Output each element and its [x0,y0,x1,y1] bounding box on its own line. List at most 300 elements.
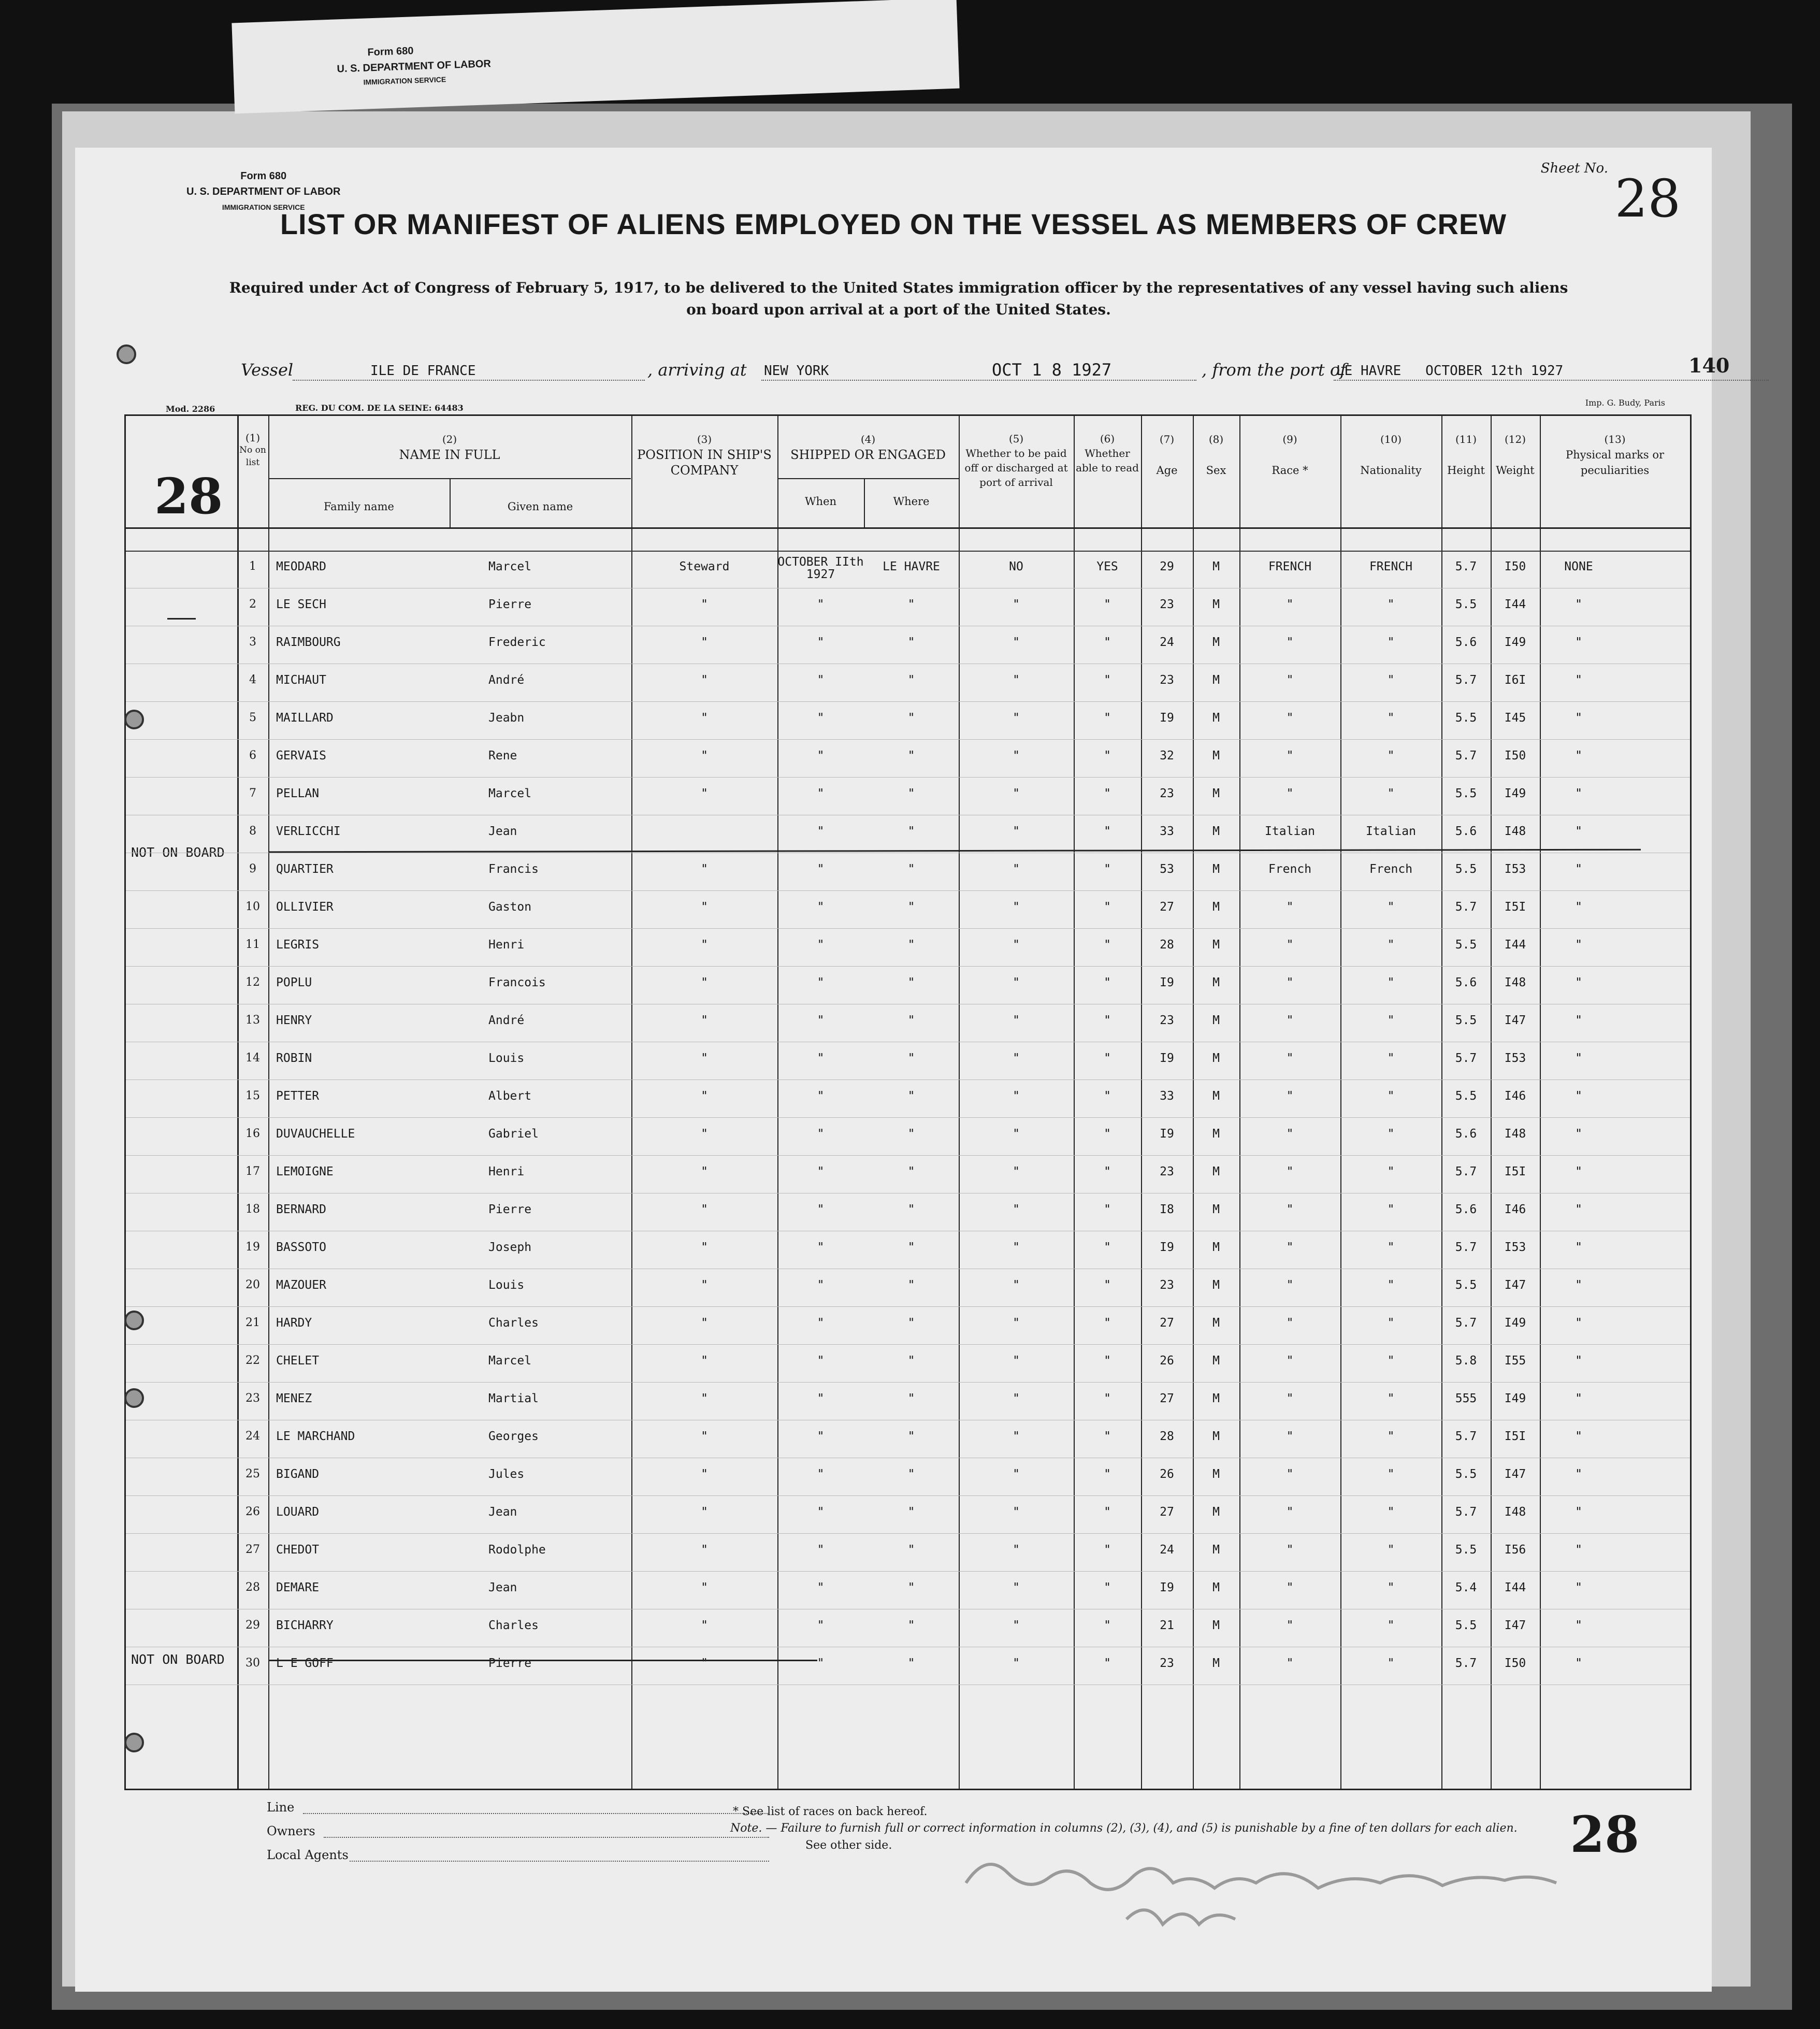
cell-age: 29 [1160,560,1174,573]
not-on-board-row-29: NOT ON BOARD [131,1652,225,1667]
cell-age: 24 [1160,636,1174,649]
cell-age: 26 [1160,1467,1174,1481]
cell-when: " [817,938,825,952]
cell-weight: I55 [1504,1354,1526,1368]
printer-imprint: Imp. G. Budy, Paris [1585,398,1665,408]
cell-race: " [1286,673,1294,687]
cell-sex: M [1212,976,1220,989]
cell-race: " [1286,1278,1294,1292]
cell-weight: I49 [1504,1316,1526,1330]
cell-marks: " [1575,636,1582,649]
form-number: Form 680 [240,170,287,182]
cell-paid: " [1013,1052,1020,1065]
cell-nationality: FRENCH [1369,560,1413,573]
cell-family: GERVAIS [276,749,326,762]
cell-when: " [817,976,825,989]
cell-age: 23 [1160,787,1174,800]
binder-hole [124,1733,144,1752]
table-row [126,1458,1690,1496]
cell-marks: " [1575,1052,1582,1065]
cell-where: " [907,1581,915,1594]
vessel-line [241,354,1730,386]
cell-position: " [701,1619,708,1632]
cell-read: " [1104,1052,1111,1065]
col10-title: Nationality [1360,464,1422,477]
cell-no: 30 [245,1657,260,1670]
cell-sex: M [1212,1467,1220,1481]
cell-sex: M [1212,749,1220,762]
col4-number: (4) [860,433,876,445]
cell-where: " [907,1657,915,1670]
cell-position: " [701,862,708,876]
table-row [126,1420,1690,1458]
cell-family: L E GOFF [276,1657,334,1670]
table-row [126,588,1690,626]
cell-height: 5.7 [1455,749,1477,762]
cell-race: " [1286,1354,1294,1368]
cell-paid: " [1013,938,1020,952]
cell-family: LE SECH [276,598,326,611]
cell-nationality: " [1387,1089,1395,1103]
cell-sex: M [1212,1203,1220,1216]
cell-marks: " [1575,1392,1582,1405]
cell-when: " [817,1430,825,1443]
cell-race: " [1286,1203,1294,1216]
cell-race: " [1286,976,1294,989]
cell-no: 11 [245,938,260,951]
cell-where: " [907,673,915,687]
col12-number: (12) [1504,433,1526,445]
cell-read: " [1104,1316,1111,1330]
cell-height: 5.7 [1455,1430,1477,1443]
cell-height: 5.5 [1455,1089,1477,1103]
cell-no: 2 [249,598,256,611]
cell-weight: I48 [1504,825,1526,838]
cell-marks: " [1575,1581,1582,1594]
cell-height: 5.5 [1455,1619,1477,1632]
cell-marks: " [1575,1278,1582,1292]
cell-paid: " [1013,1505,1020,1519]
cell-position: " [701,1052,708,1065]
table-row [126,853,1690,891]
cell-no: 1 [249,560,256,573]
cell-race: " [1286,1014,1294,1027]
cell-paid: " [1013,1127,1020,1141]
cell-marks: " [1575,976,1582,989]
cell-position: " [701,1089,708,1103]
arriving-port: NEW YORK [764,363,829,379]
cell-when: " [817,1241,825,1254]
cell-age: 23 [1160,1657,1174,1670]
cell-height: 5.7 [1455,1316,1477,1330]
footer-owners-label: Owners [267,1824,315,1838]
col11-number: (11) [1455,433,1477,445]
cell-read: " [1104,673,1111,687]
cell-family: PETTER [276,1089,320,1103]
cell-position: " [701,598,708,611]
cell-where: " [907,1392,915,1405]
cell-no: 4 [249,673,256,686]
cell-where: " [907,1241,915,1254]
cell-weight: I5I [1504,1430,1526,1443]
cell-read: " [1104,787,1111,800]
cell-position: " [701,1392,708,1405]
cell-given: Charles [488,1316,539,1330]
subtitle-line-1: Required under Act of Congress of February 5, 1917, to be delivered to the United States immigration officer by the representatives of any vessel having such aliens [229,279,1568,296]
cell-marks: " [1575,1430,1582,1443]
cell-position: " [701,1467,708,1481]
cell-sex: M [1212,711,1220,725]
cell-race: FRENCH [1268,560,1312,573]
cell-family: VERLICCHI [276,825,341,838]
cell-where: " [907,1467,915,1481]
manifest-page [75,148,1730,1992]
cell-sex: M [1212,1089,1220,1103]
cell-no: 28 [245,1581,260,1594]
registration: REG. DU COM. DE LA SEINE: 64483 [295,403,464,413]
cell-weight: I49 [1504,1392,1526,1405]
col11-title: Height [1447,464,1485,477]
table-row [126,1231,1690,1269]
cell-weight: I50 [1504,749,1526,762]
cell-nationality: " [1387,1203,1395,1216]
col8-number: (8) [1208,433,1224,445]
table-row [126,1534,1690,1572]
col6-title: Whether able to read [1076,447,1139,474]
cell-where: " [907,1165,915,1178]
cell-no: 6 [249,749,256,762]
cell-marks: " [1575,711,1582,725]
table-row [126,551,1690,588]
cell-weight: I44 [1504,598,1526,611]
cell-race: " [1286,598,1294,611]
cell-marks: " [1575,598,1582,611]
cell-marks: " [1575,1543,1582,1557]
cell-given: Georges [488,1430,539,1443]
cell-no: 24 [245,1430,260,1443]
footer-races-note: * See list of races on back hereof. [733,1805,928,1818]
cell-height: 5.7 [1455,1657,1477,1670]
col7-title: Age [1156,464,1178,477]
cell-position: " [701,1278,708,1292]
cell-when: " [817,1316,825,1330]
cell-sex: M [1212,1581,1220,1594]
crew-rows [126,416,1690,1789]
cell-race: " [1286,1316,1294,1330]
cell-read: " [1104,1467,1111,1481]
mod-number: Mod. 2286 [166,404,215,414]
cell-read: " [1104,1127,1111,1141]
cell-where: " [907,1127,915,1141]
col7-number: (7) [1159,433,1175,445]
binder-hole [124,1388,144,1408]
col6-number: (6) [1100,433,1115,445]
cell-when: " [817,1505,825,1519]
cell-position: " [701,1581,708,1594]
cell-given: Martial [488,1392,539,1405]
cell-when: " [817,1619,825,1632]
vessel-name: ILE DE FRANCE [370,363,476,379]
cell-family: LEGRIS [276,938,320,952]
vessel-label: Vessel [241,360,294,380]
cell-where: " [907,1089,915,1103]
cell-position: " [701,673,708,687]
cell-read: " [1104,1203,1111,1216]
cell-position: " [701,636,708,649]
cell-read: " [1104,1392,1111,1405]
cell-marks: " [1575,1505,1582,1519]
cell-race: " [1286,1505,1294,1519]
cell-read: " [1104,1581,1111,1594]
binder-hole [124,1311,144,1330]
cell-age: 27 [1160,1505,1174,1519]
cell-age: 33 [1160,1089,1174,1103]
cell-no: 15 [245,1089,260,1102]
cell-when: " [817,1089,825,1103]
cell-when: " [817,862,825,876]
cell-family: RAIMBOURG [276,636,341,649]
sheet-number: 28 [1614,168,1681,229]
from-port-label: , from the port of [1202,360,1347,380]
cell-no: 21 [245,1316,260,1329]
cell-age: 21 [1160,1619,1174,1632]
cell-age: I8 [1160,1203,1174,1216]
cell-nationality: " [1387,1543,1395,1557]
cell-where: " [907,900,915,914]
cell-paid: " [1013,1278,1020,1292]
cell-when: " [817,1278,825,1292]
cell-sex: M [1212,1052,1220,1065]
cell-sex: M [1212,1619,1220,1632]
binder-hole [124,710,144,729]
cell-position: " [701,1127,708,1141]
footer-page-number: 28 [1570,1805,1639,1864]
cell-when: " [817,1657,825,1670]
cell-sex: M [1212,560,1220,573]
cell-where: " [907,1354,915,1368]
cell-race: " [1286,1127,1294,1141]
cell-sex: M [1212,598,1220,611]
cell-where: " [907,1014,915,1027]
cell-marks: " [1575,1619,1582,1632]
inspector-signature [956,1841,1577,1961]
table-row [126,778,1690,815]
cell-race: " [1286,1581,1294,1594]
cell-family: MEODARD [276,560,326,573]
cell-height: 5.5 [1455,1467,1477,1481]
cell-read: " [1104,900,1111,914]
cell-position: " [701,900,708,914]
cell-sex: M [1212,825,1220,838]
cell-paid: " [1013,1657,1020,1670]
cell-race: " [1286,1052,1294,1065]
cell-marks: " [1575,1467,1582,1481]
cell-position: Steward [679,560,730,573]
cell-sex: M [1212,1505,1220,1519]
cell-sex: M [1212,636,1220,649]
cell-no: 8 [249,825,256,838]
cell-given: Gabriel [488,1127,539,1141]
cell-paid: NO [1009,560,1023,573]
cell-given: Marcel [488,787,532,800]
cell-when: " [817,1165,825,1178]
footer-line-label: Line [267,1800,295,1815]
cell-weight: I48 [1504,976,1526,989]
cell-nationality: " [1387,636,1395,649]
cell-family: BIGAND [276,1467,320,1481]
arrival-date-stamp: OCT 1 8 1927 [992,360,1112,380]
cell-age: 27 [1160,900,1174,914]
cell-nationality: " [1387,1430,1395,1443]
cell-family: PELLAN [276,787,320,800]
cell-position: " [701,1203,708,1216]
col4b-header: Where [893,495,930,508]
cell-height: 5.7 [1455,560,1477,573]
cell-weight: I49 [1504,636,1526,649]
cell-paid: " [1013,1165,1020,1178]
cell-when: " [817,1581,825,1594]
cell-position: " [701,1657,708,1670]
cell-paid: " [1013,787,1020,800]
cell-weight: I6I [1504,673,1526,687]
cell-read: " [1104,1543,1111,1557]
cell-given: Pierre [488,598,532,611]
cell-family: CHELET [276,1354,320,1368]
cell-family: BICHARRY [276,1619,334,1632]
cell-where: " [907,598,915,611]
cell-marks: NONE [1564,560,1593,573]
cell-position: " [701,1354,708,1368]
cell-no: 22 [245,1354,260,1367]
cell-paid: " [1013,1392,1020,1405]
footer-owners-rule [324,1837,769,1838]
cell-paid: " [1013,1316,1020,1330]
cell-age: 27 [1160,1392,1174,1405]
cell-no: 18 [245,1203,260,1216]
cell-height: 5.5 [1455,711,1477,725]
cell-nationality: " [1387,1581,1395,1594]
table-row [126,1042,1690,1080]
col3-number: (3) [697,433,712,445]
cell-nationality: Italian [1366,825,1416,838]
cell-given: Francois [488,976,546,989]
cell-sex: M [1212,1392,1220,1405]
cell-sex: M [1212,1316,1220,1330]
cell-race: Italian [1265,825,1315,838]
cell-weight: I44 [1504,938,1526,952]
cell-nationality: " [1387,749,1395,762]
cell-marks: " [1575,1354,1582,1368]
cell-position: " [701,787,708,800]
cell-height: 5.7 [1455,1241,1477,1254]
cell-when: " [817,825,825,838]
col9-number: (9) [1282,433,1297,445]
cell-where: " [907,938,915,952]
table-row [126,815,1690,853]
cell-nationality: " [1387,976,1395,989]
underlying-form-tab [232,0,959,113]
cell-family: HARDY [276,1316,312,1330]
cell-height: 5.5 [1455,862,1477,876]
cell-family: MENEZ [276,1392,312,1405]
table-row [126,1193,1690,1231]
cell-family: LEMOIGNE [276,1165,334,1178]
cell-sex: M [1212,1278,1220,1292]
cell-read: " [1104,1014,1111,1027]
cell-given: Jean [488,825,517,838]
cell-position: " [701,1505,708,1519]
cell-position: " [701,1241,708,1254]
cell-position: " [701,711,708,725]
cell-where: " [907,749,915,762]
cell-marks: " [1575,938,1582,952]
cell-sex: M [1212,673,1220,687]
cell-weight: I53 [1504,1052,1526,1065]
cell-marks: " [1575,1089,1582,1103]
cell-race: " [1286,1089,1294,1103]
cell-age: 28 [1160,938,1174,952]
cell-paid: " [1013,1241,1020,1254]
cell-nationality: " [1387,938,1395,952]
cell-family: DEMARE [276,1581,320,1594]
cell-family: BASSOTO [276,1241,326,1254]
table-row [126,1004,1690,1042]
cell-family: POPLU [276,976,312,989]
cell-paid: " [1013,1203,1020,1216]
cell-sex: M [1212,1430,1220,1443]
cell-age: 23 [1160,1014,1174,1027]
cell-age: 53 [1160,862,1174,876]
cell-read: " [1104,1657,1111,1670]
cell-where: " [907,787,915,800]
cell-no: 13 [245,1014,260,1027]
cell-nationality: " [1387,1014,1395,1027]
cell-given: Joseph [488,1241,532,1254]
cell-given: Rodolphe [488,1543,546,1557]
cell-height: 5.5 [1455,938,1477,952]
cell-when: " [817,1203,825,1216]
cell-weight: I47 [1504,1014,1526,1027]
table-row [126,1496,1690,1534]
col12-title: Weight [1496,464,1535,477]
cell-marks: " [1575,673,1582,687]
cell-nationality: " [1387,1165,1395,1178]
cell-marks: " [1575,1241,1582,1254]
arrival-rule [761,380,1196,381]
cell-no: 23 [245,1392,260,1405]
not-on-board-row-8: NOT ON BOARD [131,845,225,860]
table-row [126,1647,1690,1685]
cell-nationality: " [1387,1316,1395,1330]
cell-read: " [1104,1354,1111,1368]
cell-no: 29 [245,1619,260,1632]
cell-no: 3 [249,636,256,649]
left-sheet-number: 28 [154,468,223,525]
table-row [126,891,1690,929]
cell-when: " [817,900,825,914]
cell-sex: M [1212,862,1220,876]
cell-when: " [817,1127,825,1141]
cell-sex: M [1212,1543,1220,1557]
cell-race: " [1286,1392,1294,1405]
cell-no: 27 [245,1543,260,1556]
footer-line-rule [303,1813,769,1814]
cell-height: 5.5 [1455,1278,1477,1292]
cell-where: " [907,1316,915,1330]
cell-given: Henri [488,1165,525,1178]
col9-title: Race * [1272,464,1308,477]
cell-when: " [817,1543,825,1557]
